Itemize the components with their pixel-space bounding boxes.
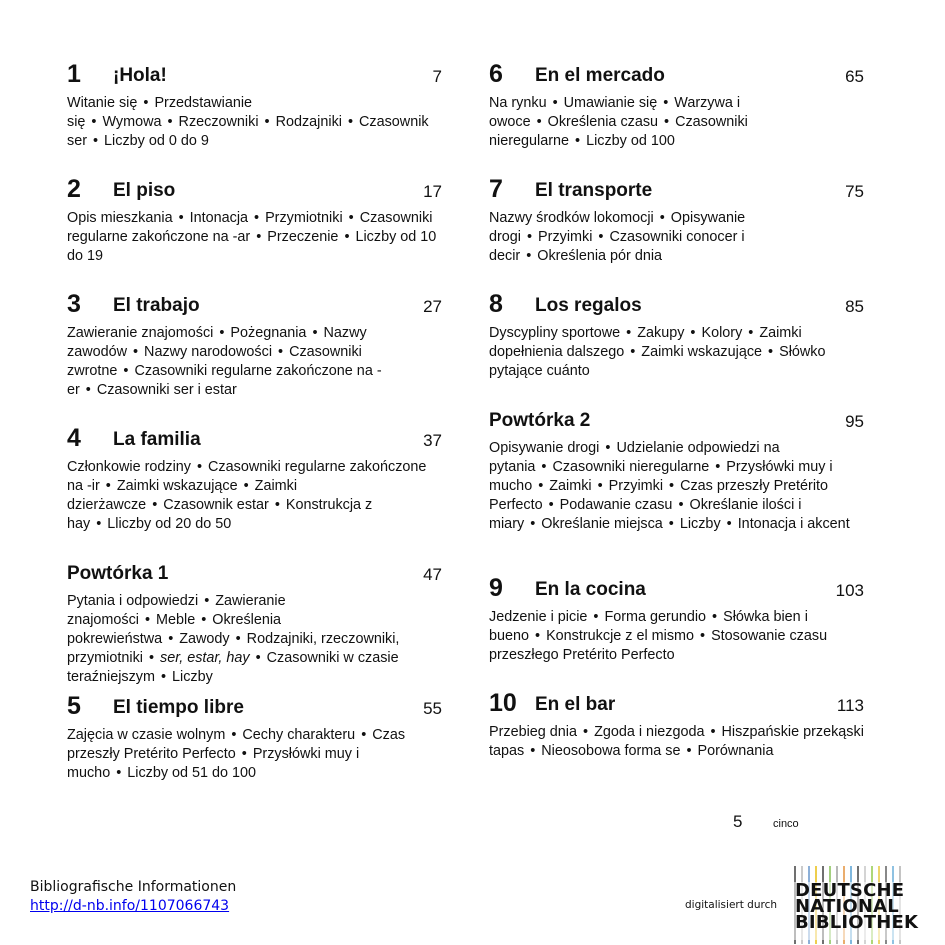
chapter-title[interactable]: El transporte — [535, 180, 653, 201]
chapter-3[interactable] — [67, 288, 442, 422]
chapter-number: 4 — [67, 424, 81, 452]
chapter-page: 17 — [423, 182, 442, 201]
page-number: 5 — [733, 812, 743, 831]
chapter-title[interactable]: En el bar — [535, 694, 616, 715]
chapter-topics: Zajęcia w czasie wolnym • Cechy charakteru • Czas przeszły Pretérito Perfecto • Przysłówki muy i mucho • Liczby od 51 do 100 — [67, 727, 406, 781]
chapter-7[interactable] — [489, 173, 864, 288]
chapter-title[interactable]: En el mercado — [535, 65, 665, 86]
chapter-page: 7 — [432, 67, 442, 86]
chapter-topics: Członkowie rodziny • Czasowniki regularne zakończone na -ir • Zaimki wskazujące • Zaimki dzierżawcze • Czasownik estar • Konstrukcja z hay • Lliczby od 20 do 50 — [67, 459, 427, 532]
chapter-page: 85 — [845, 297, 864, 316]
chapter-number: 1 — [67, 60, 81, 88]
chapter-9[interactable] — [489, 572, 864, 687]
chapter-topics: Zawieranie znajomości • Pożegnania • Nazwy zawodów • Nazwy narodowości • Czasowniki zwrotne • Czasowniki regularne zakończone na -er • Czasowniki ser i estar — [67, 325, 382, 398]
chapter-page: 55 — [423, 699, 442, 718]
chapter-title[interactable]: Los regalos — [535, 295, 642, 316]
dnb-logo-line-1: DEUTSCHE — [795, 880, 905, 901]
chapter-topics: Witanie się • Przedstawianie się • Wymowa • Rzeczowniki • Rodzajniki • Czasownik ser • Liczby od 0 do 9 — [67, 95, 429, 149]
chapter-8[interactable] — [489, 288, 864, 403]
review-2[interactable] — [489, 403, 864, 572]
chapter-number: 2 — [67, 175, 81, 203]
chapter-number: 9 — [489, 574, 503, 602]
chapter-topics: Na rynku • Umawianie się • Warzywa i owoce • Określenia czasu • Czasowniki nieregularne • Liczby od 100 — [489, 95, 748, 149]
chapter-5[interactable] — [67, 690, 442, 783]
toc-right-column — [489, 58, 864, 761]
chapter-1[interactable] — [67, 58, 442, 173]
chapter-title[interactable]: El piso — [113, 180, 176, 201]
chapter-page: 27 — [423, 297, 442, 316]
chapter-title[interactable]: ¡Hola! — [113, 65, 167, 86]
chapter-number: 7 — [489, 175, 503, 203]
chapter-number: 8 — [489, 290, 503, 318]
digitized-by-label: digitalisiert durch — [685, 899, 778, 911]
chapter-topics: Opisywanie drogi • Udzielanie odpowiedzi na pytania • Czasowniki nieregularne • Przysłówki muy i mucho • Zaimki • Przyimki • Czas przeszły Pretérito Perfecto • Podawanie czasu • Określanie ilości i miary • Określanie miejsca • Liczby • Intonacja i akcent — [489, 440, 850, 532]
toc-left-column — [67, 58, 442, 783]
chapter-number: 5 — [67, 692, 81, 720]
chapter-topics: Przebieg dnia • Zgoda i niezgoda • Hiszpańskie przekąski tapas • Nieosobowa forma se • Porównania — [489, 724, 864, 759]
dnb-logo-line-3: BIBLIOTHEK — [795, 912, 919, 933]
page-number-word: cinco — [773, 818, 799, 830]
chapter-title[interactable]: Powtórka 1 — [67, 563, 169, 584]
chapter-title[interactable]: En la cocina — [535, 579, 646, 600]
chapter-page: 95 — [845, 412, 864, 431]
biblio-link[interactable]: http://d-nb.info/1107066743 — [30, 898, 230, 914]
chapter-number: 10 — [489, 689, 517, 717]
chapter-page: 65 — [845, 67, 864, 86]
chapter-page: 103 — [835, 581, 864, 600]
chapter-topics: Pytania i odpowiedzi • Zawieranie znajomości • Meble • Określenia pokrewieństwa • Zawody • Rodzajniki, rzeczowniki, przymiotniki • ser, estar, hay • Czasowniki w czasie teraźniejszym • Liczby — [67, 593, 400, 685]
chapter-page: 113 — [836, 696, 864, 715]
chapter-title[interactable]: La familia — [113, 429, 201, 450]
chapter-number: 3 — [67, 290, 81, 318]
chapter-page: 75 — [845, 182, 864, 201]
chapter-6[interactable] — [489, 58, 864, 173]
chapter-topics: Opis mieszkania • Intonacja • Przymiotniki • Czasowniki regularne zakończone na -ar • Przeczenie • Liczby od 10 do 19 — [67, 210, 437, 264]
chapter-page: 37 — [423, 431, 442, 450]
chapter-topics: Dyscypliny sportowe • Zakupy • Kolory • Zaimki dopełnienia dalszego • Zaimki wskazujące • Słówko pytające cuánto — [489, 325, 826, 379]
chapter-10[interactable] — [489, 687, 864, 761]
chapter-title[interactable]: El trabajo — [113, 295, 200, 316]
biblio-label: Bibliografische Informationen — [30, 879, 237, 895]
chapter-title[interactable]: El tiempo libre — [113, 697, 244, 718]
chapter-page: 47 — [423, 565, 442, 584]
bibliographic-info — [30, 878, 236, 916]
chapter-topics: Jedzenie i picie • Forma gerundio • Słówka bien i bueno • Konstrukcje z el mismo • Stosowanie czasu przeszłego Pretérito Perfecto — [489, 609, 828, 663]
chapter-4[interactable] — [67, 422, 442, 556]
dnb-logo-line-2: NATIONAL — [795, 896, 899, 917]
chapter-title[interactable]: Powtórka 2 — [489, 410, 591, 431]
chapter-topics: Nazwy środków lokomocji • Opisywanie drogi • Przyimki • Czasowniki conocer i decir • Określenia pór dnia — [489, 210, 746, 264]
review-1[interactable] — [67, 556, 442, 690]
chapter-2[interactable] — [67, 173, 442, 288]
chapter-number: 6 — [489, 60, 503, 88]
